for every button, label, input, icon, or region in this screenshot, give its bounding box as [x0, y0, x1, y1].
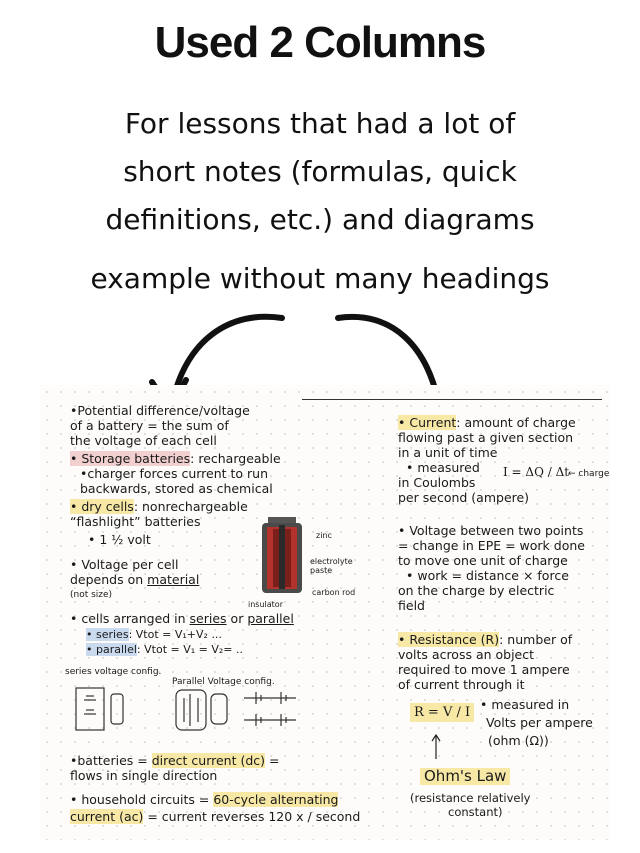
diagram-label: Parallel Voltage config.	[172, 677, 275, 687]
note-line: volts across an object	[398, 647, 535, 662]
note-line: flows in single direction	[70, 768, 218, 783]
note-text: depends on	[70, 572, 148, 587]
note-line: the voltage of each cell	[70, 433, 217, 448]
note-line: • measured	[406, 460, 480, 475]
note-text: • cells arranged in	[70, 611, 190, 626]
notes-photo	[40, 385, 610, 840]
term-direct-current: direct current (dc)	[151, 753, 266, 768]
term-resistance: • Resistance (R)	[398, 632, 500, 647]
term-series: series	[189, 611, 227, 626]
note-line: field	[398, 598, 425, 613]
resistance-formula: R = V / I	[410, 703, 474, 722]
note-line	[70, 451, 281, 466]
subtitle-line: definitions, etc.) and diagrams	[105, 203, 535, 236]
note-line	[70, 611, 294, 626]
note-text: •batteries =	[70, 753, 152, 768]
note-line: •charger forces current to run	[80, 466, 269, 481]
term-ac: current (ac)	[70, 809, 144, 824]
note-line: • work = distance × force	[406, 568, 569, 583]
subtitle	[60, 100, 580, 244]
note-line	[70, 499, 248, 514]
note-line	[86, 642, 243, 657]
subtitle-line: For lessons that had a lot of	[124, 107, 516, 140]
ohms-law-label: Ohm's Law	[420, 768, 510, 785]
battery-cross-section-illustration	[258, 515, 306, 597]
term-series: • series	[86, 628, 129, 641]
note-text: : rechargeable	[190, 451, 281, 466]
note-line	[70, 792, 338, 807]
term-parallel: • parallel	[86, 643, 137, 656]
term-storage-batteries: • Storage batteries	[70, 451, 191, 466]
current-formula: I = ΔQ / Δt	[503, 465, 570, 479]
note-line	[70, 753, 280, 768]
note-line	[70, 572, 199, 587]
circuit-diagrams	[66, 680, 316, 740]
note-line: (not size)	[70, 590, 113, 600]
note-text: or	[226, 611, 248, 626]
note-line: “flashlight” batteries	[70, 514, 201, 529]
page-title: Used 2 Columns	[154, 18, 486, 67]
note-line: = change in EPE = work done	[398, 538, 585, 553]
note-line: of a battery = the sum of	[70, 418, 229, 433]
diagram-label: series voltage config.	[65, 667, 162, 677]
note-line	[398, 415, 576, 430]
term-material: material	[147, 572, 200, 587]
note-line: Volts per ampere	[486, 715, 593, 730]
battery-label-paste: electrolyte paste	[310, 557, 353, 575]
note-line: on the charge by electric	[398, 583, 555, 598]
example-caption: example without many headings	[90, 262, 550, 295]
note-text: : Vtot = V₁+V₂ ...	[128, 628, 222, 641]
note-text: : Vtot = V₁ = V₂= ..	[136, 643, 244, 656]
note-line: in Coulombs	[398, 475, 476, 490]
note-text: • household circuits =	[70, 792, 214, 807]
note-line: backwards, stored as chemical	[80, 481, 273, 496]
note-line: per second (ampere)	[398, 490, 530, 505]
note-line: •Potential difference/voltage	[70, 403, 250, 418]
note-line	[86, 627, 222, 642]
note-text: =	[265, 753, 280, 768]
battery-label-zinc: zinc	[316, 531, 332, 540]
battery-label-insulator: insulator	[248, 600, 283, 609]
note-line	[70, 809, 360, 824]
battery-label-rod: carbon rod	[312, 588, 356, 597]
note-line: • Voltage per cell	[70, 557, 179, 572]
note-line: (ohm (Ω))	[488, 733, 549, 748]
note-line	[398, 632, 572, 647]
note-line: constant)	[448, 805, 503, 819]
note-line: • measured in	[480, 697, 570, 712]
term-current: • Current	[398, 415, 457, 430]
note-line: • 1 ½ volt	[88, 532, 151, 547]
note-text: : number of	[499, 632, 573, 647]
note-line: (resistance relatively	[410, 791, 531, 805]
note-text: = current reverses 120 x / second	[143, 809, 361, 824]
up-arrow-icon	[430, 733, 442, 761]
note-line: • Voltage between two points	[398, 523, 584, 538]
subtitle-line: short notes (formulas, quick	[123, 155, 517, 188]
note-line: in a unit of time	[398, 445, 498, 460]
note-line: to move one unit of charge	[398, 553, 568, 568]
term-parallel: parallel	[247, 611, 294, 626]
divider-line	[302, 399, 602, 400]
note-line: flowing past a given section	[398, 430, 574, 445]
formula-annotation: ← charge	[568, 469, 610, 479]
note-text: : nonrechargeable	[133, 499, 248, 514]
term-dry-cells: • dry cells	[70, 499, 134, 514]
note-line: of current through it	[398, 677, 525, 692]
note-text: : amount of charge	[456, 415, 576, 430]
term-alternating-current: 60-cycle alternating	[213, 792, 339, 807]
note-line: required to move 1 ampere	[398, 662, 570, 677]
